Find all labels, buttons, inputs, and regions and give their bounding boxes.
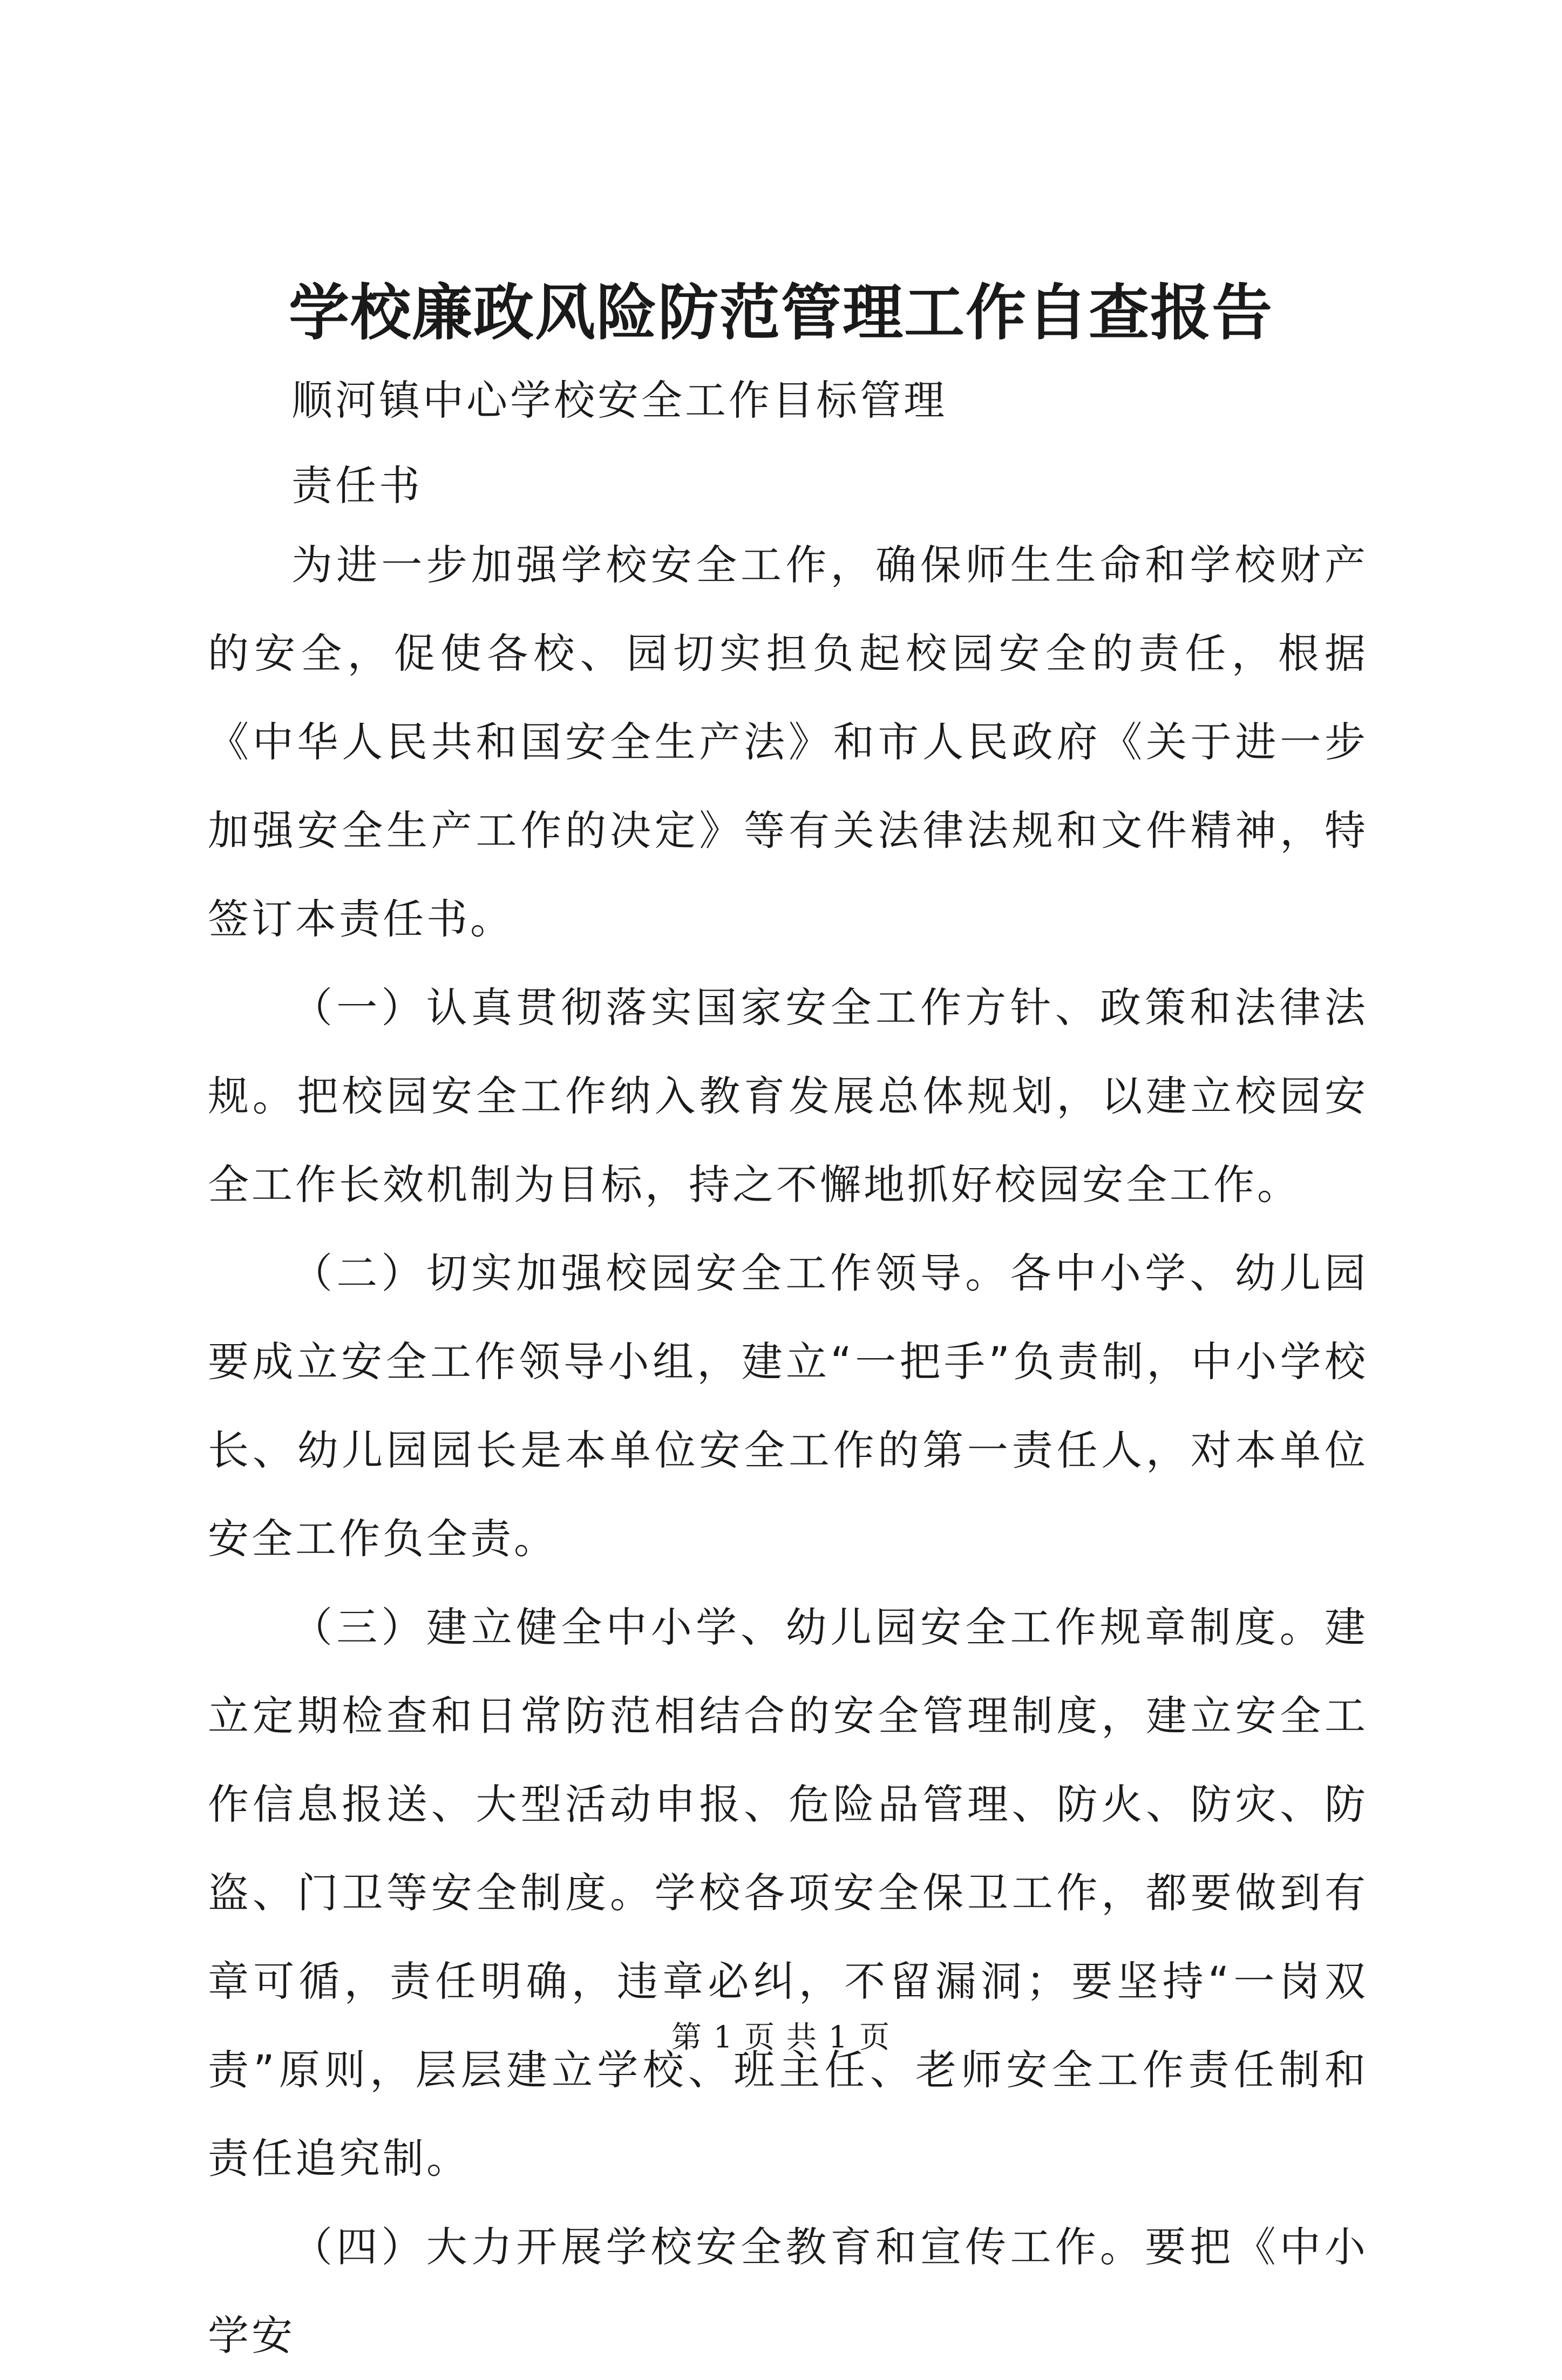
subtitle-line-2: 责任书 bbox=[291, 462, 423, 510]
document-body bbox=[208, 521, 1368, 2380]
paragraph-3: （三）建立健全中小学、幼儿园安全工作规章制度。建立定期检查和日常防范相结合的安全管理制度，建立安全工作信息报送、大型活动申报、危险品管理、防火、防灾、防盗、门卫等安全制度。学校各项安全保卫工作，都要做到有章可循，责任明确，违章必纠，不留漏洞；要坚持“一岗双责”原则，层层建立学校、班主任、老师安全工作责任制和责任追究制。 bbox=[208, 1603, 1368, 2182]
page-footer: 第 1 页 共 1 页 bbox=[671, 2020, 891, 2055]
subtitle-line-1: 顺河镇中心学校安全工作目标管理 bbox=[291, 376, 947, 424]
paragraph-1: （一）认真贯彻落实国家安全工作方针、政策和法律法规。把校园安全工作纳入教育发展总体规划，以建立校园安全工作长效机制为目标，持之不懈地抓好校园安全工作。 bbox=[208, 984, 1368, 1209]
paragraph-intro: 为进一步加强学校安全工作，确保师生生命和学校财产的安全，促使各校、园切实担负起校园安全的责任，根据《中华人民共和国安全生产法》和市人民政府《关于进一步加强安全生产工作的决定》等有关法律法规和文件精神，特签订本责任书。 bbox=[208, 541, 1368, 943]
paragraph-4: （四）大力开展学校安全教育和宣传工作。要把《中小学安 bbox=[208, 2223, 1368, 2359]
document-title: 学校廉政风险防范管理工作自查报告 bbox=[289, 277, 1273, 348]
paragraph-2: （二）切实加强校园安全工作领导。各中小学、幼儿园要成立安全工作领导小组，建立“一把手”负责制，中小学校长、幼儿园园长是本单位安全工作的第一责任人，对本单位安全工作负全责。 bbox=[208, 1249, 1368, 1563]
